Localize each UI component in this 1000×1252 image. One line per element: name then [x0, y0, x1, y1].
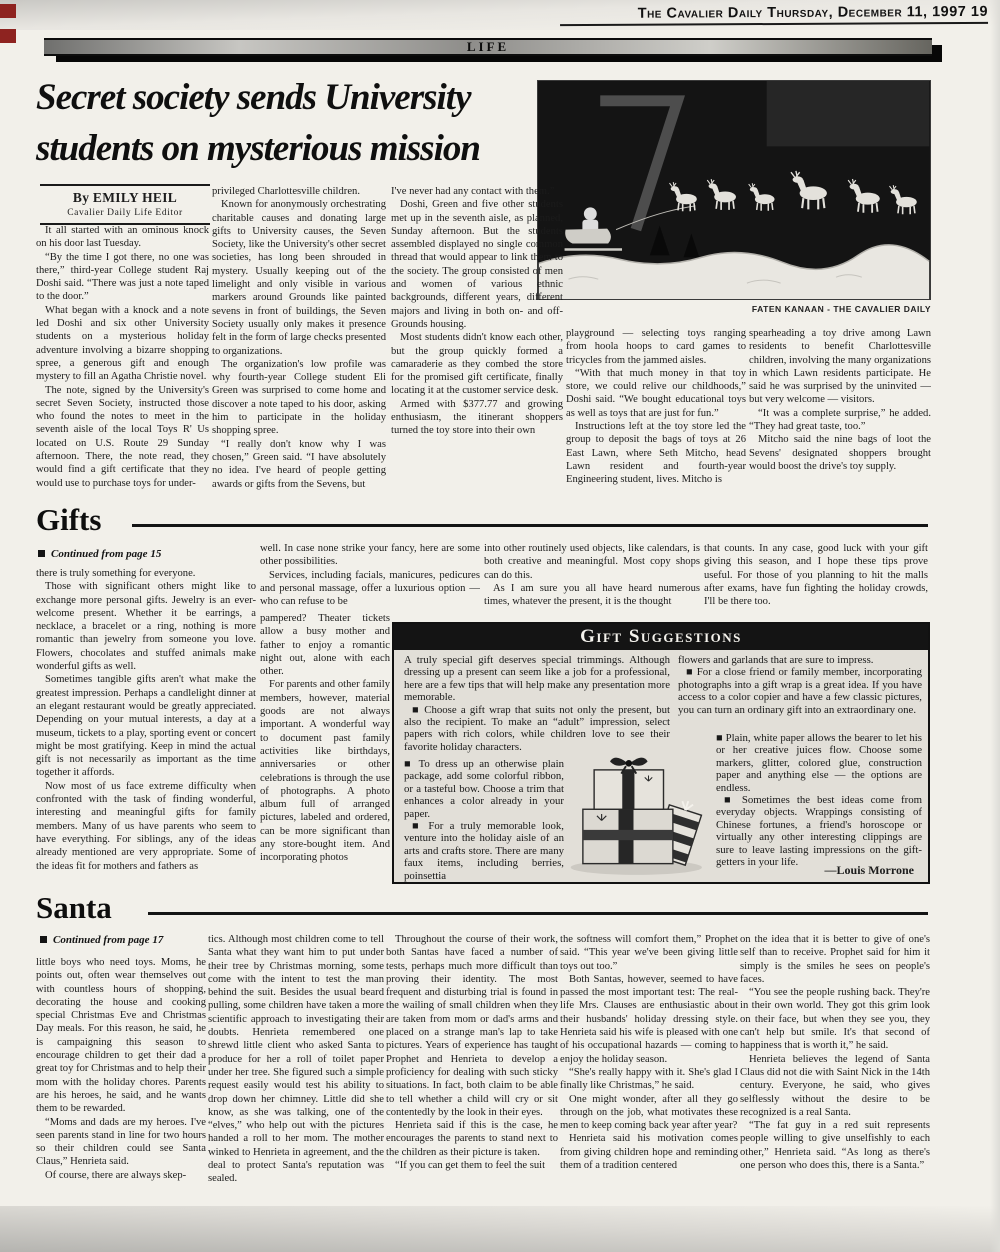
scan-artifact-right	[990, 0, 1000, 1252]
gift-suggestions-body	[394, 650, 928, 882]
article-column-5: spearheading a toy drive among Lawn residents to benefit Charlottesville children, involving the many organizations in which Lawn residents participate. He said he was surprised by the uninvited — but very welcome — visitors. “It was a complete surprise,” he added. “They had great taste, too.” Mitcho said the nine bags of loot the Sevens' designated shoppers brought would boost the drive's toy supply.	[749, 328, 931, 472]
byline-author: By EMILY HEIL	[72, 190, 178, 205]
gift-box-right-upper: flowers and garlands that are sure to impress. ■ For a close friend or family member, incorporating photographs into a gift wrap is a great idea. If you have access to a color copier and have a few classic pictures, you can turn an ordinary gift into an extraordinary one.	[678, 654, 922, 716]
byline-title: Cavalier Daily Life Editor	[67, 208, 183, 218]
gifts-column-3: into other routinely used objects, like calendars, is both creative and meaningful. Most copy shops can do this. As I am sure you all have heard numerous times, whatever the present, it is the thought	[484, 543, 700, 608]
square-bullet-icon	[40, 936, 47, 943]
life-section-banner	[44, 38, 932, 56]
santa-column-2: tics. Although most children come to tell Santa what they want him to put under their tree by Christmas morning, some come with the intent to test the man behind the suit. Besides the usual beard pulling, some children have taken a more scientific approach to investigating their doubts. Henrieta remembered one shrewd little client who asked Santa to produce for her a roll of toilet paper under her tree. She figured such a simple request easily would test his ability to drop down her chimney. Little did she know, as she was talking, one of the “elves,” who help out with the pictures handed a roll to her mom. The mother winked to Henrieta in agreement, and the deal to protect Santa's reputation was sealed.	[208, 934, 384, 1185]
gifts-section-rule	[132, 524, 928, 527]
santa-section-rule	[148, 912, 928, 915]
lawn-display-photo	[537, 80, 931, 300]
gift-suggestions-header-bar	[394, 624, 928, 650]
lawn-display-illustration	[538, 81, 930, 299]
photo-credit: FATEN KANAAN - THE CAVALIER DAILY	[751, 304, 931, 314]
article-headline: Secret society sends University students on mysterious mission	[36, 77, 480, 170]
article-column-3: I've never had any contact with them.” Doshi, Green and five other students met up in the seventh aisle, as planned, Sunday afternoon. But the students assembled displayed no single common thread that would appear to link them to the society. The group consisted of men and women of various ethnic backgrounds, different years, different majors and living in both on- and off-Grounds housing. Most students didn't know each other, but the group quickly formed a camaraderie as they combed the store for the promised gift certificate, finally locating it at the customer service desk. Armed with $377.77 and growing enthusiasm, the itinerant shoppers turned the toy store into their own	[391, 186, 563, 437]
gifts-continued-line	[38, 548, 161, 560]
gifts-column-2-lower: pampered? Theater tickets allow a busy mother and father to enjoy a romantic night out, alone with each other. For parents and other family members, however, material goods are not always important. A wonderful way to document past family activities like birthdays, anniversaries or other celebrations is through the use of photographs. A photo album full of arranged pictures, labeled and ordered, can be more significant than any store-bought item. And incorporating photos	[260, 613, 390, 864]
gift-suggestions-title: Gift Suggestions	[580, 626, 742, 647]
red-registration-mark	[0, 4, 16, 18]
gift-suggestions-box	[392, 622, 930, 884]
gift-boxes-illustration	[566, 744, 716, 882]
santa-column-5: on the idea that it is better to give of one's self than to receive. Prophet said for him it simply is the smiles he sees on people's faces. “You see the people rushing back. They're in their own world. They got this grim look on their face, but when they see you, they can't help but smile. It's that second of happiness that is worth it,” he said. Henrieta believes the legend of Santa Claus did not die with Saint Nick in the 14th century. Everyone, he said, who gives selflessly without the desire to be recognized is a real Santa. “The fat guy in a red suit represents people willing to give unselfishly to each other,” Henrieta said. “As long as there's one person who does this, there is a Santa.”	[740, 934, 930, 1172]
santa-continued-text: Continued from page 17	[53, 934, 164, 946]
byline-box	[40, 184, 210, 225]
article-column-4: playground — selecting toys ranging from hoola hoops to card games to tricycles from the jammed aisles. “With that much money in that toy store, we could relive our childhoods,” Doshi said. “We bought educational toys as well as toys that are just for fun.” Instructions left at the toy store led the group to deposit the bags of toys at 26 East Lawn, where Seth Mitcho, head Lawn resident and fourth-year Engineering student, lives. Mitcho is	[566, 328, 746, 486]
santa-column-1: little boys who need toys. Moms, he points out, often wear themselves out with countless hours of shopping, decorating the house and cooking special Christmas Eve and Christmas Day meals. For this reason, he said, he is campaigning this season to encourage children to get their dad a great toy for Christmas and to help their mom with the holiday chores. Parents are his heroes, he said, and he wants them to be rewarded. “Moms and dads are my heroes. I've seen parents stand in line for two hours so their children could see Santa Claus,” Henrieta said. Of course, there are always skep-	[36, 957, 206, 1181]
santa-column-3: Throughout the course of their work, both Santas have faced a number of tests, perhaps much more difficult than proving their identity. The most frequent and disturbing trial is found in the wailing of small children when they are taken from mom or dad's arms and placed on a strange man's lap to take pictures. Years of experience has taught Prophet and Henrieta to develop a proficiency for dealing with such sticky situations. In fact, both claim to be able to tell whether a child will cry or sit contentedly by the look in their eyes. Henrieta said if this is the case, he encourages the parents to stand next to the children as their picture is taken. “If you can get them to feel the suit	[386, 934, 558, 1172]
gift-box-right-lower: ■ Plain, white paper allows the bearer to let his or her creative juices flow. Choose some markers, glitter, colored glue, construction paper and anything else — the options are endless. ■ Sometimes the best ideas come from everyday objects. Wrappings consisting of Chinese fortunes, a friend's horoscope or virtually any other interesting clippings are sure to leave lasting impressions on the gift-getters in your life.	[716, 732, 922, 869]
square-bullet-icon	[38, 550, 45, 557]
santa-continued-line	[40, 934, 163, 946]
gift-box-left-upper: A truly special gift deserves special trimmings. Although dressing up a present can seem like a job for a professional, here are a few tips that will help make any presentation more memorable. ■ Choose a gift wrap that suits not only the present, but also the recipient. To make an “adult” impression, select papers with rich colors, while children love to see their favorite holiday characters.	[404, 654, 670, 753]
masthead: The Cavalier Daily Thursday, December 11, 1997 19	[560, 4, 988, 26]
gifts-column-4: that counts. In any case, good luck with your gift giving this season, and I hope these tips prove useful. For those of you planning to hit the malls after exams, have fun fighting the holiday crowds, I'll be there too.	[704, 543, 928, 608]
santa-section-header: Santa	[36, 890, 112, 925]
life-section-label: LIFE	[466, 39, 510, 54]
scan-artifact-bottom	[0, 1206, 1000, 1252]
gifts-section-header: Gifts	[36, 502, 102, 537]
gifts-continued-text: Continued from page 15	[51, 548, 162, 560]
gift-box-left-lower: ■ To dress up an otherwise plain package, add some colorful ribbon, or a tasteful bow. Choose a trim that enhances a color already in your paper. ■ For a truly memorable look, venture into the holiday aisle of an arts and crafts store. There are many faux items, including berries, poinsettia	[404, 758, 564, 882]
gifts-column-1: there is truly something for everyone. Those with significant others might like to exchange more personal gifts. Jewelry is an ever-welcome present. Whether it be earrings, a necklace, a bracelet or a ring, nothing is more romantic than jewelry from someone you love. Flowers, chocolates and stuffed animals make wonderful gifts as well. Sometimes tangible gifts aren't what make the greatest impression. Perhaps a candlelight dinner at an elegant restaurant would be greatly appreciated. Depending on your mutual interests, a day at a museum, tickets to a play, sporting event or concert might be most gratifying. Keep in mind the actual gift is not necessarily as important as the time together it affords. Now most of us face extreme difficulty when confronted with the task of finding wonderful, interesting and meaningful gifts for family members. Many of us have parents who seem to have everything. For siblings, any of the ideas already mentioned are very appropriate. Some of the ideas fit for mothers and fathers as	[36, 568, 256, 872]
gift-box-author: —Louis Morrone	[824, 863, 914, 877]
santa-column-4: the softness will comfort them,” Prophet said. “This year we've been giving little toys out too.” Both Santas, however, seemed to have passed the most important test: The real-life Mrs. Clauses are enthusiastic about their husbands' holiday dressing style. Henrieta said his wife is pleased with one of his occupational hazards — coming to enjoy the holiday season. “She's really happy with it. She's glad I finally like Christmas,” he said. One might wonder, after all they go through on the job, what motivates these men to keep coming back year after year? Henrieta said his motivation comes from giving children hope and reminding them of a tradition centered	[560, 934, 738, 1172]
article-column-1: It all started with an ominous knock on his door last Tuesday. “By the time I got there, no one was there,” third-year College student Raj Doshi said. “There was just a note taped to the door.” What began with a knock and a note led Doshi and six other University students on a mysterious holiday adventure involving a bizarre shopping spree, a generous gift and enough mystery to fill an Agatha Christie novel. The note, signed by the University's secret Seven Society, instructed those who found the notes to meet in the seventh aisle of the local Toys R' Us located on U.S. Route 29 Sunday afternoon. There, the note read, they would find a gift certificate that they would use to purchase toys for under-	[36, 225, 209, 489]
article-column-2: privileged Charlottesville children. Known for anonymously orchestrating charitable causes and donating large gifts to University causes, the Seven Society, like the University's other secret societies, has long been shrouded in mystery. Usually keeping out of the limelight and only visible in various markers around Grounds like painted sevens in front of buildings, the Seven Society usually only makes it presence felt in the form of large checks presented to organizations. The organization's low profile was why fourth-year College student Eli Green was surprised to come home and discover a note taped to his door, asking him to participate in the holiday shopping spree. “I really don't know why I was chosen,” Green said. “I have absolutely no idea. I've heard of people getting awards or gifts from the Sevens, but	[212, 186, 386, 490]
red-registration-mark	[0, 29, 16, 43]
gifts-column-2-upper: well. In case none strike your fancy, here are some other possibilities. Services, including facials, manicures, pedicures and personal massage, offer a luxurious option — who can refuse to be	[260, 543, 480, 608]
